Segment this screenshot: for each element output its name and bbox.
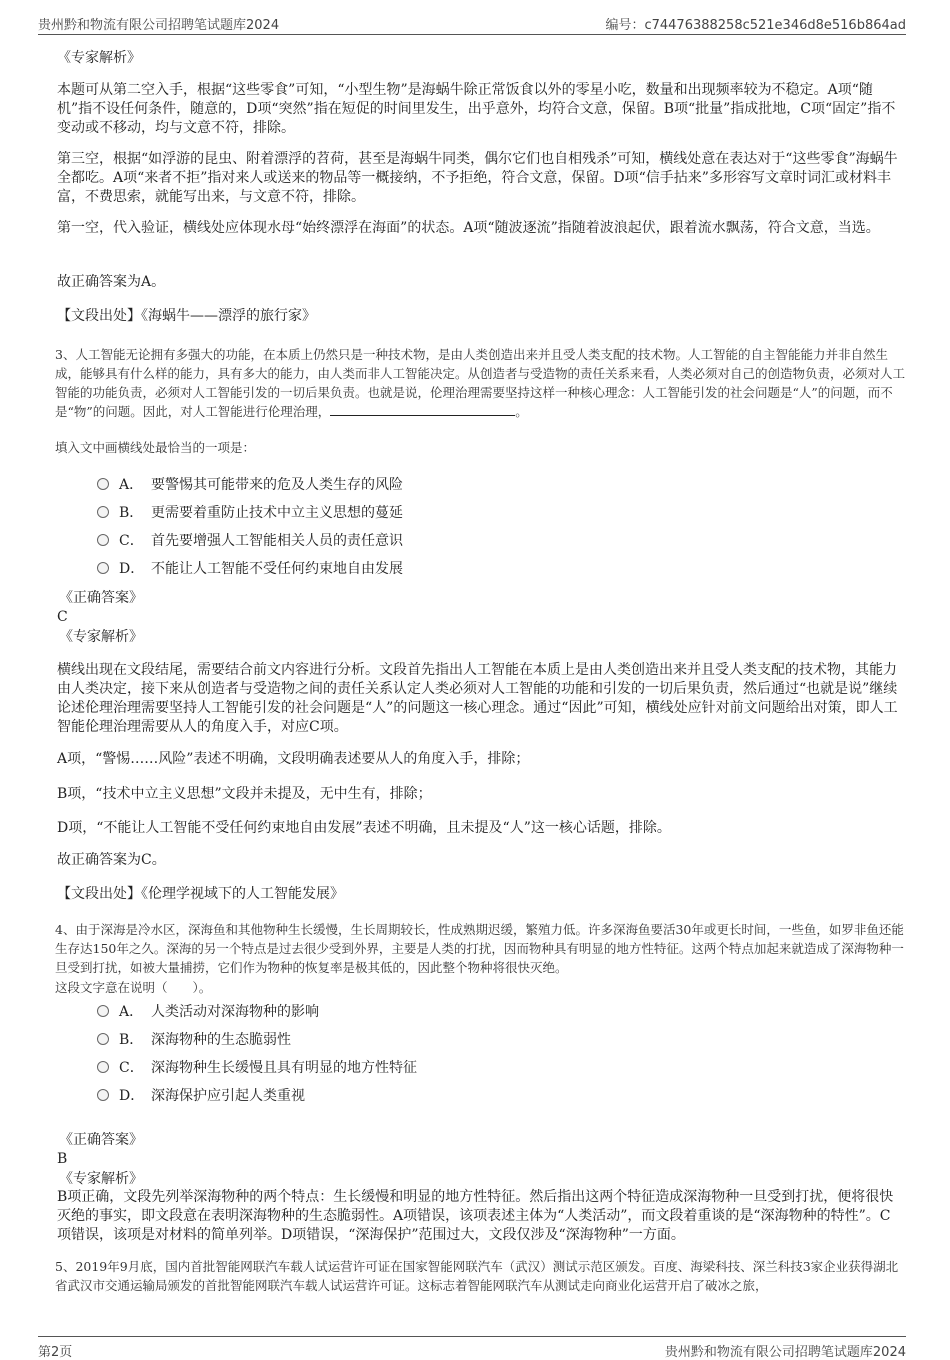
page-header xyxy=(38,10,906,35)
option-letter: B． xyxy=(119,505,144,521)
q3-question-end: 。 xyxy=(515,404,528,419)
q4-analysis-title: 《专家解析》 xyxy=(59,1171,143,1187)
q3-analysis-title: 《专家解析》 xyxy=(59,629,143,645)
option-text: 要警惕其可能带来的危及人类生存的风险 xyxy=(151,477,403,493)
radio-icon[interactable] xyxy=(97,1033,109,1045)
radio-icon[interactable] xyxy=(97,1089,109,1101)
q4-option-a[interactable] xyxy=(97,998,417,1026)
q3-source: 【文段出处】《伦理学视域下的人工智能发展》 xyxy=(57,886,344,902)
radio-icon[interactable] xyxy=(97,534,109,546)
q5-question-text: 5、2019年9月底，国内首批智能网联汽车载人试运营许可证在国家智能网联汽车（武汉）测试示范区颁发。百度、海梁科技、深兰科技3家企业获得湖北省武汉市交通运输局颁发的首批智能网联汽车载人试运营许可证。这标志着智能网联汽车从测试走向商业化运营开启了破冰之旅， xyxy=(55,1259,899,1293)
radio-icon[interactable] xyxy=(97,478,109,490)
header-doc-id: 编号：c74476388258c521e346d8e516b864ad xyxy=(605,18,906,33)
footer-title: 贵州黔和物流有限公司招聘笔试题库2024 xyxy=(664,1345,906,1360)
q4-option-b[interactable] xyxy=(97,1026,417,1054)
option-letter: D． xyxy=(119,1088,145,1104)
q2-conclusion: 故正确答案为A。 xyxy=(57,274,166,290)
q2-analysis-para3: 第一空，代入验证，横线处应体现水母“始终漂浮在海面”的状态。A项“随波逐流”指随着波浪起伏，跟着流水飘荡，符合文意，当选。 xyxy=(57,220,880,236)
q3-answer-blank xyxy=(330,403,515,416)
q4-options xyxy=(97,998,417,1110)
page-number: 第2页 xyxy=(38,1345,73,1360)
option-text: 深海物种生长缓慢且具有明显的地方性特征 xyxy=(151,1060,417,1076)
q2-analysis-para2: 第三空，根据“如浮游的昆虫、附着漂浮的苕荷，甚至是海蜗牛同类，偶尔它们也自相残杀”可知，横线处意在表达对于“这些零食”海蜗牛全都吃。A项“来者不拒”指对来人或送来的物品等一概接纳，不予拒绝，符合文意，保留。D项“信手拈来”多形容写文章时词汇或材料丰富，不费思索，就能写出来，与文意不符，排除。 xyxy=(57,151,898,205)
q3-option-a[interactable] xyxy=(97,471,403,499)
q4-option-c[interactable] xyxy=(97,1054,417,1082)
q3-prompt: 填入文中画横线处最恰当的一项是： xyxy=(55,440,256,455)
option-text: 更需要着重防止技术中立主义思想的蔓延 xyxy=(151,505,403,521)
q3-option-b[interactable] xyxy=(97,499,403,527)
page-footer xyxy=(38,1336,906,1360)
q3-question-body: 3、人工智能无论拥有多强大的功能，在本质上仍然只是一种技术物，是由人类创造出来并且受人类支配的技术物。人工智能的自主智能能力并非自然生成，能够具有什么样的能力，具有多大的能力，由人类而非人工智能决定。从创造者与受造物的责任关系来看，人类必须对自己的创造物负责，必须对人工智能的功能负责，必须对人工智能引发的一切后果负责。也就是说，伦理治理需要坚持这样一种核心理念：人工智能引发的社会问题是“人”的问题，而不是“物”的问题。因此，对人工智能进行伦理治理， xyxy=(55,347,906,419)
radio-icon[interactable] xyxy=(97,1061,109,1073)
option-letter: A． xyxy=(119,477,144,493)
q3-answer: C xyxy=(57,609,68,625)
q3-note-a: A项，“警惕……风险”表述不明确，文段明确表述要从人的角度入手，排除； xyxy=(57,751,530,767)
q2-analysis-title: 《专家解析》 xyxy=(57,50,141,66)
q4-question-text: 4、由于深海是冷水区，深海鱼和其他物种生长缓慢，生长周期较长，性成熟期迟缓，繁殖力低。许多深海鱼要活30年或更长时间，一些鱼，如罗非鱼还能生存达150年之久。深海的另一个特点是过去很少受到外界，主要是人类的打扰，因而物种具有明显的地方性特征。这两个特点加起来就造成了深海物种一旦受到打扰，如被大量捕捞，它们作为物种的恢复率是极其低的，因此整个物种将很快灭绝。 xyxy=(55,922,904,975)
q4-answer: B xyxy=(57,1151,68,1167)
radio-icon[interactable] xyxy=(97,562,109,574)
q3-option-c[interactable] xyxy=(97,527,403,555)
option-letter: C． xyxy=(119,533,144,549)
option-letter: C． xyxy=(119,1060,144,1076)
q3-conclusion: 故正确答案为C。 xyxy=(57,852,166,868)
option-letter: B． xyxy=(119,1032,144,1048)
q3-note-d: D项，“不能让人工智能不受任何约束地自由发展”表述不明确，且未提及“人”这一核心话题，排除。 xyxy=(57,820,671,836)
q4-prompt: 这段文字意在说明（ ）。 xyxy=(55,980,212,995)
option-letter: D． xyxy=(119,561,145,577)
q3-analysis: 横线出现在文段结尾，需要结合前文内容进行分析。文段首先指出人工智能在本质上是由人类创造出来并且受人类支配的技术物，其能力由人类决定，接下来从创造者与受造物之间的责任关系认定人类必须对人工智能的功能和引发的一切后果负责，然后通过“也就是说”继续论述伦理治理需要坚持人工智能引发的社会问题是“人”的问题这一核心理念。通过“因此”可知，横线处应针对前文问题给出对策，即人工智能伦理治理需要从人的角度入手，对应C项。 xyxy=(57,662,898,735)
q3-option-d[interactable] xyxy=(97,555,403,583)
q3-question-text xyxy=(55,345,905,421)
q3-note-b: B项，“技术中立主义思想”文段并未提及，无中生有，排除； xyxy=(57,786,432,802)
q3-options xyxy=(97,471,403,583)
option-text: 首先要增强人工智能相关人员的责任意识 xyxy=(151,533,403,549)
q2-analysis-para1: 本题可从第二空入手，根据“这些零食”可知，“小型生物”是海蜗牛除正常饭食以外的零星小吃，数量和出现频率较为不稳定。A项“随机”指不设任何条件，随意的，D项“突然”指在短促的时间里发生，出乎意外，均符合文意，保留。B项“批量”指成批地，C项“固定”指不变动或不移动，均与文意不符，排除。 xyxy=(57,82,896,136)
header-title: 贵州黔和物流有限公司招聘笔试题库2024 xyxy=(38,18,280,33)
radio-icon[interactable] xyxy=(97,1005,109,1017)
option-text: 人类活动对深海物种的影响 xyxy=(151,1004,319,1020)
option-text: 深海保护应引起人类重视 xyxy=(151,1088,305,1104)
q3-answer-title: 《正确答案》 xyxy=(59,590,143,606)
q4-option-d[interactable] xyxy=(97,1082,417,1110)
radio-icon[interactable] xyxy=(97,506,109,518)
option-text: 不能让人工智能不受任何约束地自由发展 xyxy=(151,561,403,577)
q4-answer-title: 《正确答案》 xyxy=(59,1132,143,1148)
option-text: 深海物种的生态脆弱性 xyxy=(151,1032,291,1048)
option-letter: A． xyxy=(119,1004,144,1020)
q2-source: 【文段出处】《海蜗牛——漂浮的旅行家》 xyxy=(57,308,316,324)
q4-analysis: B项正确，文段先列举深海物种的两个特点：生长缓慢和明显的地方性特征。然后指出这两个特征造成深海物种一旦受到打扰，便将很快灭绝的事实，即文段意在表明深海物种的生态脆弱性。A项错误，该项表述主体为“人类活动”，而文段着重谈的是“深海物种的特性”。C项错误，该项是对材料的简单列举。D项错误，“深海保护”范围过大，文段仅涉及“深海物种”一方面。 xyxy=(57,1189,894,1243)
